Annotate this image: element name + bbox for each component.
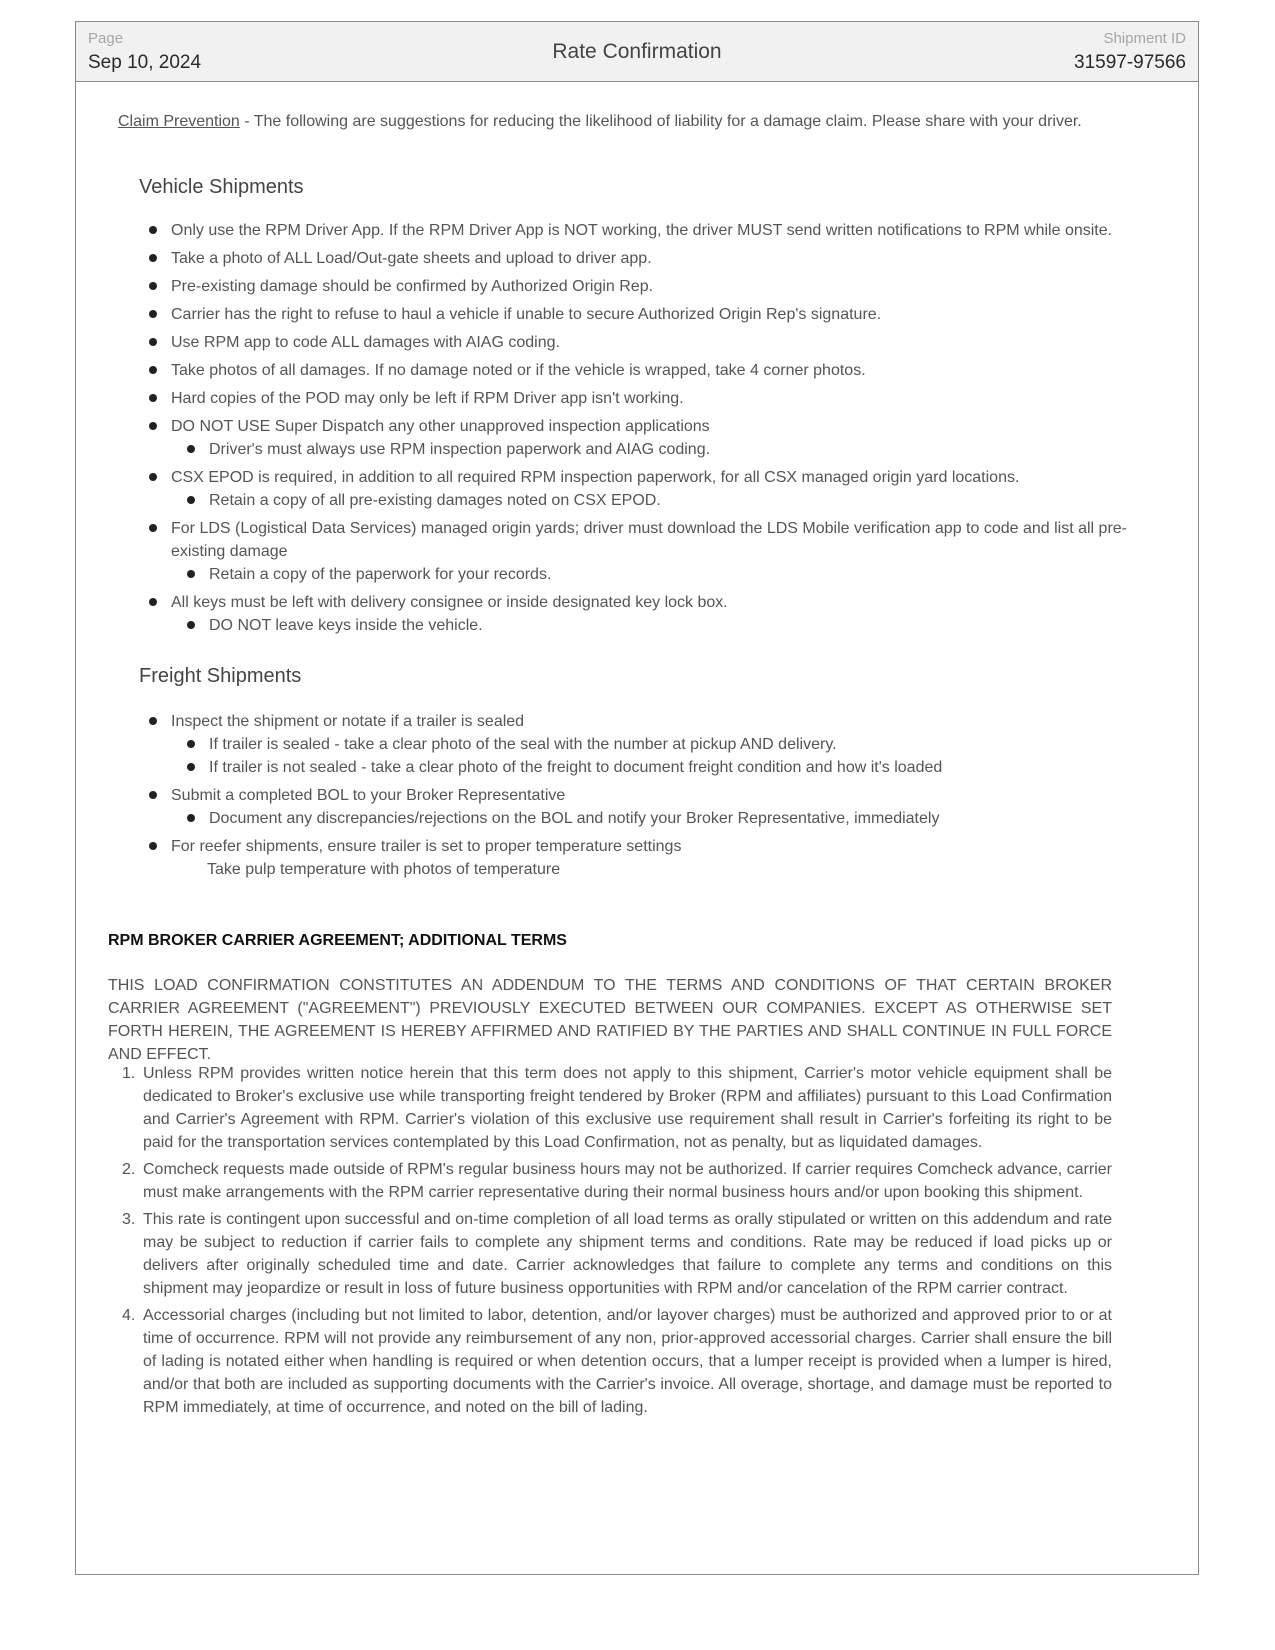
list-item: Pre-existing damage should be confirmed by Authorized Origin Rep. bbox=[69, 275, 1171, 298]
terms-item-text: Comcheck requests made outside of RPM's regular business hours may not be authorized. If carrier requires Comcheck advance, carrier must make arrangements with the RPM carrier representative during their normal business hours and/or upon booking this shipment. bbox=[143, 1161, 1112, 1201]
list-item: Only use the RPM Driver App. If the RPM Driver App is NOT working, the driver MUST send written notifications to RPM while onsite. bbox=[69, 219, 1171, 242]
terms-item-text: Unless RPM provides written notice herein that this term does not apply to this shipment, Carrier's motor vehicle equipment shall be dedicated to Broker's exclusive use while transporting freight tendered by Broker (RPM and affiliates) pursuant to this Load Confirmation and Carrier's Agreement with RPM. Carrier's violation of this exclusive use requirement shall result in Carrier's forfeiting its right to be paid for the transportation services contemplated by this Load Confirmation, not as penalty, but as liquidated damages. bbox=[143, 1065, 1112, 1151]
list-item: All keys must be left with delivery consignee or inside designated key lock box. bbox=[69, 591, 1171, 614]
list-item: Use RPM app to code ALL damages with AIAG coding. bbox=[69, 331, 1171, 354]
freight-shipments-heading: Freight Shipments bbox=[139, 665, 302, 687]
vehicle-shipments-heading: Vehicle Shipments bbox=[139, 176, 304, 198]
list-item: For LDS (Logistical Data Services) managed origin yards; driver must download the LDS Mobile verification app to code and list all pre-existing damage bbox=[69, 517, 1171, 563]
list-subitem: If trailer is sealed - take a clear photo of the seal with the number at pickup AND delivery. bbox=[69, 733, 1169, 756]
list-subitem: Retain a copy of the paperwork for your records. bbox=[69, 563, 1169, 586]
page-title: Rate Confirmation bbox=[552, 40, 722, 63]
list-note: Take pulp temperature with photos of temperature bbox=[207, 861, 561, 878]
list-subitem: Driver's must always use RPM inspection paperwork and AIAG coding. bbox=[69, 438, 1169, 461]
shipment-id-label: Shipment ID bbox=[1103, 30, 1186, 47]
claim-prevention-text: - The following are suggestions for reducing the likelihood of liability for a damage claim. Please share with your driver. bbox=[239, 113, 1082, 130]
list-item: Hard copies of the POD may only be left if RPM Driver app isn't working. bbox=[69, 387, 1171, 410]
shipment-id-value: 31597-97566 bbox=[1074, 52, 1186, 73]
list-item: Inspect the shipment or notate if a trailer is sealed bbox=[69, 710, 1171, 733]
terms-item-number: 4. bbox=[122, 1307, 136, 1324]
terms-item bbox=[108, 1208, 1112, 1300]
page-date: Sep 10, 2024 bbox=[88, 52, 202, 73]
document-frame bbox=[75, 21, 1199, 1575]
terms-list bbox=[108, 1062, 1112, 1423]
list-item: Take photos of all damages. If no damage noted or if the vehicle is wrapped, take 4 corner photos. bbox=[69, 359, 1171, 382]
list-item: Submit a completed BOL to your Broker Representative bbox=[69, 784, 1171, 807]
terms-item-number: 2. bbox=[122, 1161, 136, 1178]
freight-shipments-list bbox=[69, 710, 1169, 886]
list-item: Carrier has the right to refuse to haul a vehicle if unable to secure Authorized Origin Rep's signature. bbox=[69, 303, 1171, 326]
terms-item-number: 1. bbox=[122, 1065, 136, 1082]
terms-item bbox=[108, 1304, 1112, 1419]
claim-prevention-link: Claim Prevention bbox=[118, 113, 240, 130]
list-item: Take a photo of ALL Load/Out-gate sheets and upload to driver app. bbox=[69, 247, 1171, 270]
terms-item bbox=[108, 1158, 1112, 1204]
terms-heading: RPM BROKER CARRIER AGREEMENT; ADDITIONAL TERMS bbox=[108, 932, 567, 949]
list-item: For reefer shipments, ensure trailer is set to proper temperature settings bbox=[69, 835, 1171, 858]
list-subitem: DO NOT leave keys inside the vehicle. bbox=[69, 614, 1169, 637]
terms-item-text: Accessorial charges (including but not limited to labor, detention, and/or layover charges) must be authorized and approved prior to or at time of occurrence. RPM will not provide any reimbursement of any non, prior-approved accessorial charges. Carrier shall ensure the bill of lading is notated either when handling is required or when detention occurs, that a lumper receipt is provided when a lumper is hired, and/or that both are included as supporting documents with the Carrier's invoice. All overage, shortage, and damage must be reported to RPM immediately, at time of occurrence, and noted on the bill of lading. bbox=[143, 1307, 1112, 1416]
terms-intro: THIS LOAD CONFIRMATION CONSTITUTES AN ADDENDUM TO THE TERMS AND CONDITIONS OF THAT CERTAIN BROKER CARRIER AGREEMENT ("AGREEMENT") PREVIOUSLY EXECUTED BETWEEN OUR COMPANIES. EXCEPT AS OTHERWISE SET FORTH HEREIN, THE AGREEMENT IS HEREBY AFFIRMED AND RATIFIED BY THE PARTIES AND SHALL CONTINUE IN FULL FORCE AND EFFECT. bbox=[108, 977, 1112, 1063]
list-item: CSX EPOD is required, in addition to all required RPM inspection paperwork, for all CSX managed origin yard locations. bbox=[69, 466, 1171, 489]
list-subitem: Retain a copy of all pre-existing damages noted on CSX EPOD. bbox=[69, 489, 1169, 512]
page-label: Page bbox=[88, 30, 124, 47]
vehicle-shipments-list bbox=[69, 219, 1169, 642]
terms-item-text: This rate is contingent upon successful and on-time completion of all load terms as orally stipulated or written on this addendum and rate may be subject to reduction if carrier fails to complete any shipment terms and conditions. Rate may be reduced if load picks up or delivers after originally scheduled time and date. Carrier acknowledges that failure to complete any terms and conditions on this shipment may jeopardize or result in loss of future business opportunities with RPM and/or cancelation of the RPM carrier contract. bbox=[143, 1211, 1112, 1297]
claim-prevention-intro bbox=[118, 110, 1168, 133]
list-subitem: Document any discrepancies/rejections on the BOL and notify your Broker Representative, immediately bbox=[69, 807, 1169, 830]
terms-item-number: 3. bbox=[122, 1211, 136, 1228]
page-header bbox=[76, 22, 1198, 82]
list-subitem: If trailer is not sealed - take a clear photo of the freight to document freight condition and how it's loaded bbox=[69, 756, 1169, 779]
list-item: DO NOT USE Super Dispatch any other unapproved inspection applications bbox=[69, 415, 1171, 438]
terms-item bbox=[108, 1062, 1112, 1154]
